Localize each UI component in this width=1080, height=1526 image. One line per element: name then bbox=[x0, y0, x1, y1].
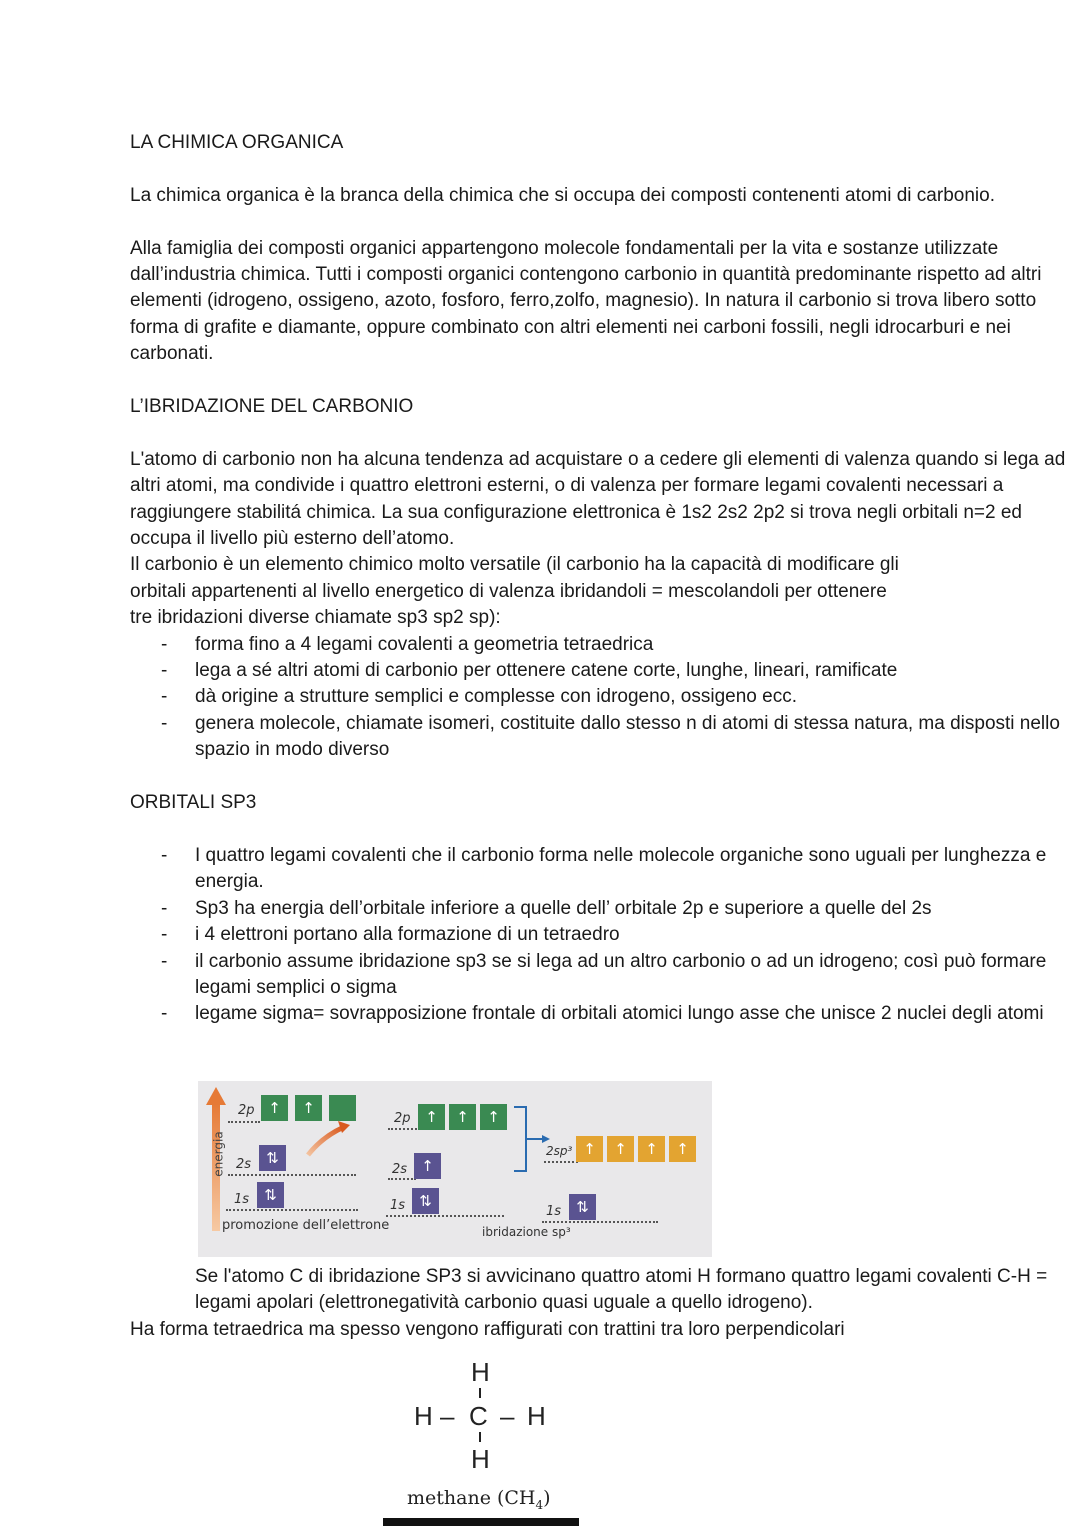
document-body bbox=[130, 130, 1075, 1028]
intro-paragraph-2: Alla famiglia dei composti organici appartengono molecole fondamentali per la vita e sostanze utilizzate dall’industria chimica. Tutti i composti organici contengono carbonio in quantità predominante rispetto ad altri elementi (idrogeno, ossigeno, azoto, fosforo, ferro,zolfo, magnesio). In natura il carbonio si trova libero sotto forma di grafite e diamante, oppure combinato con altri elementi nei carboni fossili, negli idrocarburi e nei carbonati. bbox=[130, 237, 1042, 365]
atom-h-left: H bbox=[414, 1401, 433, 1431]
list-item: - lega a sé altri atomi di carbonio per ottenere catene corte, lunghe, lineari, ramificate bbox=[195, 658, 1075, 684]
level-line bbox=[542, 1221, 658, 1223]
list-item: - il carbonio assume ibridazione sp3 se si lega ad un altro carbonio o ad un idrogeno; così può formare legami semplici o sigma bbox=[195, 949, 1075, 1002]
bond-vertical-bottom bbox=[479, 1432, 481, 1442]
orbital-1s-box: ⇅ bbox=[257, 1182, 284, 1208]
atom-h-bottom: H bbox=[471, 1444, 490, 1474]
promotion-arrow bbox=[308, 1127, 344, 1155]
hybridization-list bbox=[130, 632, 1075, 764]
energy-axis-arrowhead bbox=[206, 1087, 226, 1105]
level-line bbox=[388, 1128, 420, 1130]
level-line bbox=[544, 1161, 578, 1163]
orbital-2p-box: ↑ bbox=[418, 1104, 445, 1130]
bracket-arrowhead bbox=[542, 1135, 550, 1143]
orbital-sp3-box: ↑ bbox=[638, 1136, 665, 1162]
orbital-sp3-box: ↑ bbox=[669, 1136, 696, 1162]
label-2s-left: 2s bbox=[236, 1157, 252, 1172]
bond-vertical-top bbox=[479, 1388, 481, 1398]
energy-axis-label: energia bbox=[211, 1131, 226, 1177]
methane-caption bbox=[407, 1487, 551, 1512]
atom-h-right: H bbox=[527, 1401, 546, 1431]
section-title-sp3-orbitals: ORBITALI SP3 bbox=[130, 792, 257, 814]
orbital-2s-box: ↑ bbox=[414, 1153, 441, 1179]
bond-left: – bbox=[440, 1401, 455, 1431]
methane-caption-text: methane (CH bbox=[407, 1487, 536, 1509]
methane-structure bbox=[400, 1355, 580, 1525]
sp3-list bbox=[130, 843, 1075, 1028]
orbital-2s-box: ⇅ bbox=[259, 1145, 286, 1171]
orbital-2p-box: ↑ bbox=[295, 1095, 322, 1121]
orbital-1s-box: ⇅ bbox=[569, 1194, 596, 1220]
orbital-1s-box: ⇅ bbox=[412, 1188, 439, 1214]
label-2p-mid: 2p bbox=[394, 1111, 411, 1126]
section-title-organic-chemistry: LA CHIMICA ORGANICA bbox=[130, 132, 344, 153]
level-line bbox=[226, 1209, 358, 1211]
intro-paragraph-1: La chimica organica è la branca della chimica che si occupa dei composti contenenti atomi di carbonio. bbox=[130, 184, 995, 206]
methane-caption-end: ) bbox=[543, 1487, 551, 1509]
level-line bbox=[388, 1178, 416, 1180]
atom-c: C bbox=[469, 1401, 488, 1431]
list-item: - forma fino a 4 legami covalenti a geometria tetraedrica bbox=[195, 632, 1075, 658]
caption-hybridization: ibridazione sp³ bbox=[482, 1225, 571, 1239]
hybridization-paragraph-2-line1: Il carbonio è un elemento chimico molto versatile (il carbonio ha la capacità di modificare gli bbox=[130, 554, 899, 576]
label-2s-mid: 2s bbox=[392, 1162, 408, 1177]
methane-description: Se l'atomo C di ibridazione SP3 si avvicinano quattro atomi H formano quattro legami covalenti C-H = legami apolari (elettronegatività carbonio quasi uguale a quello idrogeno). bbox=[195, 1266, 1048, 1314]
level-line bbox=[228, 1121, 260, 1123]
orbital-2p-box-empty bbox=[329, 1095, 356, 1121]
hybridization-diagram bbox=[198, 1081, 712, 1257]
label-1s-left: 1s bbox=[234, 1192, 250, 1207]
orbital-2p-box: ↑ bbox=[261, 1095, 288, 1121]
label-1s-mid: 1s bbox=[390, 1198, 406, 1213]
list-item: - i 4 elettroni portano alla formazione di un tetraedro bbox=[195, 922, 1075, 948]
hybridization-paragraph-1: L'atomo di carbonio non ha alcuna tendenza ad acquistare o a cedere gli elementi di valenza quando si lega ad altri atomi, ma condivide i quattro elettroni esterni, o di valenza per formare legami covalenti necessari a raggiungere stabilitá chimica. La sua configurazione elettronica è 1s2 2s2 2p2 si trova negli orbitali n=2 ed occupa il livello più esterno dell’atomo. bbox=[130, 448, 1066, 550]
level-line bbox=[228, 1174, 356, 1176]
hybridization-paragraph-2-line3: tre ibridazioni diverse chiamate sp3 sp2 sp): bbox=[130, 607, 501, 629]
list-item: - Sp3 ha energia dell’orbitale inferiore a quelle dell’ orbitale 2p e superiore a quelle del 2s bbox=[195, 896, 1075, 922]
list-item: - legame sigma= sovrapposizione frontale di orbitali atomici lungo asse che unisce 2 nuclei degli atomi bbox=[195, 1001, 1075, 1027]
orbital-2p-box: ↑ bbox=[480, 1104, 507, 1130]
methane-caption-subscript: 4 bbox=[535, 1497, 544, 1512]
list-item: - genera molecole, chiamate isomeri, costituite dallo stesso n di atomi di stessa natura, ma disposti nello spazio in modo diverso bbox=[195, 711, 1075, 764]
bond-right: – bbox=[500, 1401, 515, 1431]
label-2sp3: 2sp³ bbox=[546, 1144, 573, 1158]
hybrid-bracket bbox=[514, 1107, 542, 1171]
list-item: - dà origine a strutture semplici e complesse con idrogeno, ossigeno ecc. bbox=[195, 684, 1075, 710]
orbital-sp3-box: ↑ bbox=[607, 1136, 634, 1162]
section-title-hybridization: L’IBRIDAZIONE DEL CARBONIO bbox=[130, 396, 414, 418]
list-item: - I quattro legami covalenti che il carbonio forma nelle molecole organiche sono uguali per lunghezza e energia. bbox=[195, 843, 1075, 896]
tetrahedral-note: Ha forma tetraedrica ma spesso vengono raffigurati con trattini tra loro perpendicolari bbox=[130, 1319, 845, 1340]
label-2p-left: 2p bbox=[238, 1103, 255, 1118]
level-line bbox=[386, 1215, 504, 1217]
hybridization-paragraph-2-line2: orbitali appartenenti al livello energetico di valenza ibridandoli = mescolandoli per ottenere bbox=[130, 580, 887, 602]
atom-h-top: H bbox=[471, 1357, 490, 1387]
orbital-2p-box: ↑ bbox=[449, 1104, 476, 1130]
caption-promotion: promozione dell’elettrone bbox=[222, 1218, 390, 1233]
label-1s-right: 1s bbox=[546, 1204, 562, 1219]
orbital-sp3-box: ↑ bbox=[576, 1136, 603, 1162]
